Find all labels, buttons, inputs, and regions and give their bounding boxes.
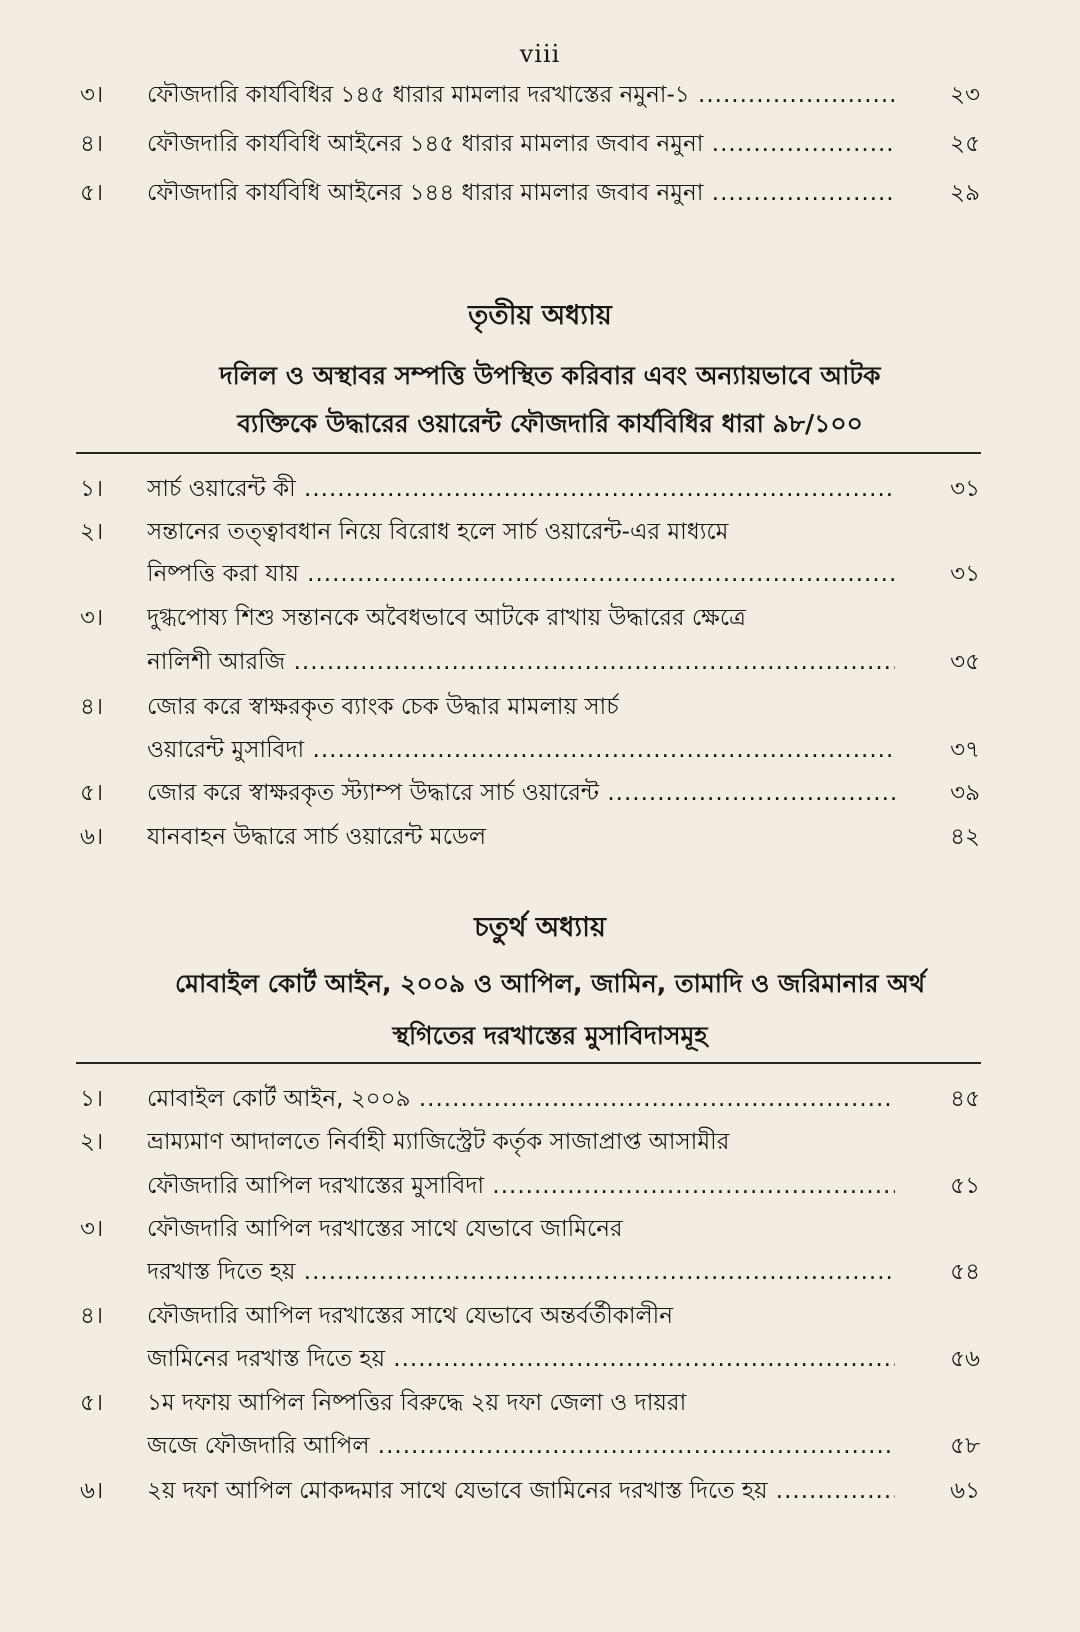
entry-page: ৩৫ <box>950 649 980 675</box>
chapter-title-line: ব্যক্তিকে উদ্ধারের ওয়ারেন্ট ফৌজদারি কার্যবিধির ধারা ৯৮/১০০ <box>237 409 863 438</box>
entry-title: জোর করে স্বাক্ষরকৃত স্ট্যাম্প উদ্ধারে সার্চ ওয়ারেন্ট ..... <box>147 776 895 810</box>
entry-page: ৩৭ <box>950 737 980 763</box>
entry-title: সার্চ ওয়ারেন্ট কী ..... <box>147 472 895 506</box>
entry-title: ১ম দফায় আপিল নিষ্পত্তির বিরুদ্ধে ২য় দফা জেলা ও দায়রা <box>147 1390 687 1416</box>
toc-entry[interactable] <box>0 127 1080 161</box>
toc-entry[interactable] <box>0 1212 1080 1246</box>
entry-title: জোর করে স্বাক্ষরকৃত ব্যাংক চেক উদ্ধার মামলায় সার্চ <box>147 694 619 720</box>
entry-title: যানবাহন উদ্ধারে সার্চ ওয়ারেন্ট মডেল <box>147 824 487 850</box>
toc-entry[interactable] <box>0 1386 1080 1420</box>
entry-title: নিষ্পত্তি করা যায় ..... <box>147 557 895 591</box>
entry-number: ৪। <box>80 1303 104 1329</box>
toc-entry[interactable] <box>0 1474 1080 1508</box>
entry-number: ৬। <box>80 824 104 850</box>
entry-number: ৬। <box>80 1478 104 1504</box>
toc-entry-continuation[interactable] <box>0 1342 1080 1376</box>
entry-title: ফৌজদারি কার্যবিধি আইনের ১৪৪ ধারার মামলার জবাব নমুনা ..... <box>147 176 895 210</box>
toc-entry-continuation[interactable] <box>0 1429 1080 1463</box>
entry-title: ফৌজদারি আপিল দরখাস্তের মুসাবিদা ..... <box>147 1169 895 1203</box>
entry-page: ৪২ <box>950 824 980 850</box>
chapter-heading: চতুর্থ অধ্যায় <box>474 912 606 943</box>
entry-title: ফৌজদারি কার্যবিধি আইনের ১৪৫ ধারার মামলার জবাব নমুনা ..... <box>147 127 895 161</box>
entry-number: ৫। <box>80 1390 104 1416</box>
entry-page: ২৫ <box>950 131 980 157</box>
entry-number: ৩। <box>80 82 104 108</box>
toc-entry[interactable] <box>0 1299 1080 1333</box>
toc-entry[interactable] <box>0 78 1080 112</box>
entry-number: ৪। <box>80 131 104 157</box>
chapter-heading: তৃতীয় অধ্যায় <box>468 300 612 331</box>
entry-page: ৫৮ <box>950 1433 980 1459</box>
entry-title: জজে ফৌজদারি আপিল ..... <box>147 1429 895 1463</box>
entry-page: ৩১ <box>950 561 980 587</box>
divider <box>76 1062 981 1064</box>
entry-title: ফৌজদারি আপিল দরখাস্তের সাথে যেভাবে জামিনের <box>147 1216 623 1242</box>
entry-page: ৫১ <box>950 1173 980 1199</box>
chapter-title-line: মোবাইল কোর্ট আইন, ২০০৯ ও আপিল, জামিন, তামাদি ও জরিমানার অর্থ <box>174 969 926 998</box>
entry-number: ৪। <box>80 694 104 720</box>
entry-number: ১। <box>80 476 104 502</box>
entry-number: ৫। <box>80 180 104 206</box>
toc-entry-continuation[interactable] <box>0 1169 1080 1203</box>
entry-page: ৩১ <box>950 476 980 502</box>
entry-number: ১। <box>80 1086 104 1112</box>
entry-title: জামিনের দরখাস্ত দিতে হয় ..... <box>147 1342 895 1376</box>
entry-number: ২। <box>80 519 104 545</box>
toc-entry-continuation[interactable] <box>0 557 1080 591</box>
entry-title: মোবাইল কোর্ট আইন, ২০০৯ ..... <box>147 1082 895 1116</box>
entry-page: ৫৬ <box>950 1346 980 1372</box>
chapter-title-line: দলিল ও অস্থাবর সম্পত্তি উপস্থিত করিবার এবং অন্যায়ভাবে আটক <box>219 361 881 390</box>
entry-page: ৩৯ <box>950 780 980 806</box>
entry-page: ৫৪ <box>950 1259 980 1285</box>
toc-entry[interactable] <box>0 690 1080 724</box>
entry-title: ফৌজদারি কার্যবিধির ১৪৫ ধারার মামলার দরখাস্তের নমুনা-১ ..... <box>147 78 895 112</box>
page-number: viii <box>519 40 561 68</box>
toc-entry[interactable] <box>0 1082 1080 1116</box>
toc-entry[interactable] <box>0 1125 1080 1159</box>
divider <box>76 452 981 454</box>
toc-entry[interactable] <box>0 820 1080 854</box>
entry-title: দরখাস্ত দিতে হয় ..... <box>147 1255 895 1289</box>
entry-number: ২। <box>80 1129 104 1155</box>
toc-entry-continuation[interactable] <box>0 1255 1080 1289</box>
entry-title: ফৌজদারি আপিল দরখাস্তের সাথে যেভাবে অন্তর্বর্তীকালীন <box>147 1303 673 1329</box>
entry-title: সন্তানের তত্ত্বাবধান নিয়ে বিরোধ হলে সার্চ ওয়ারেন্ট-এর মাধ্যমে <box>147 519 729 545</box>
entry-number: ৩। <box>80 1216 104 1242</box>
entry-number: ৫। <box>80 780 104 806</box>
entry-page: ২৩ <box>950 82 980 108</box>
toc-entry[interactable] <box>0 472 1080 506</box>
toc-entry[interactable] <box>0 776 1080 810</box>
entry-page: ৬১ <box>950 1478 980 1504</box>
entry-title: ওয়ারেন্ট মুসাবিদা ..... <box>147 733 895 767</box>
entry-page: ২৯ <box>950 180 980 206</box>
toc-entry-continuation[interactable] <box>0 645 1080 679</box>
chapter-title-line: স্থগিতের দরখাস্তের মুসাবিদাসমূহ <box>392 1021 708 1050</box>
entry-title: দুগ্ধপোষ্য শিশু সন্তানকে অবৈধভাবে আটকে রাখায় উদ্ধারের ক্ষেত্রে <box>147 605 746 631</box>
entry-page: ৪৫ <box>950 1086 980 1112</box>
toc-entry-continuation[interactable] <box>0 733 1080 767</box>
entry-title: ভ্রাম্যমাণ আদালতে নির্বাহী ম্যাজিস্ট্রেট কর্তৃক সাজাপ্রাপ্ত আসামীর <box>147 1129 730 1155</box>
entry-number: ৩। <box>80 605 104 631</box>
toc-entry[interactable] <box>0 515 1080 549</box>
toc-entry[interactable] <box>0 601 1080 635</box>
entry-title: ২য় দফা আপিল মোকদ্দমার সাথে যেভাবে জামিনের দরখাস্ত দিতে হয় ..... <box>147 1474 895 1508</box>
entry-title: নালিশী আরজি ..... <box>147 645 895 679</box>
toc-entry[interactable] <box>0 176 1080 210</box>
